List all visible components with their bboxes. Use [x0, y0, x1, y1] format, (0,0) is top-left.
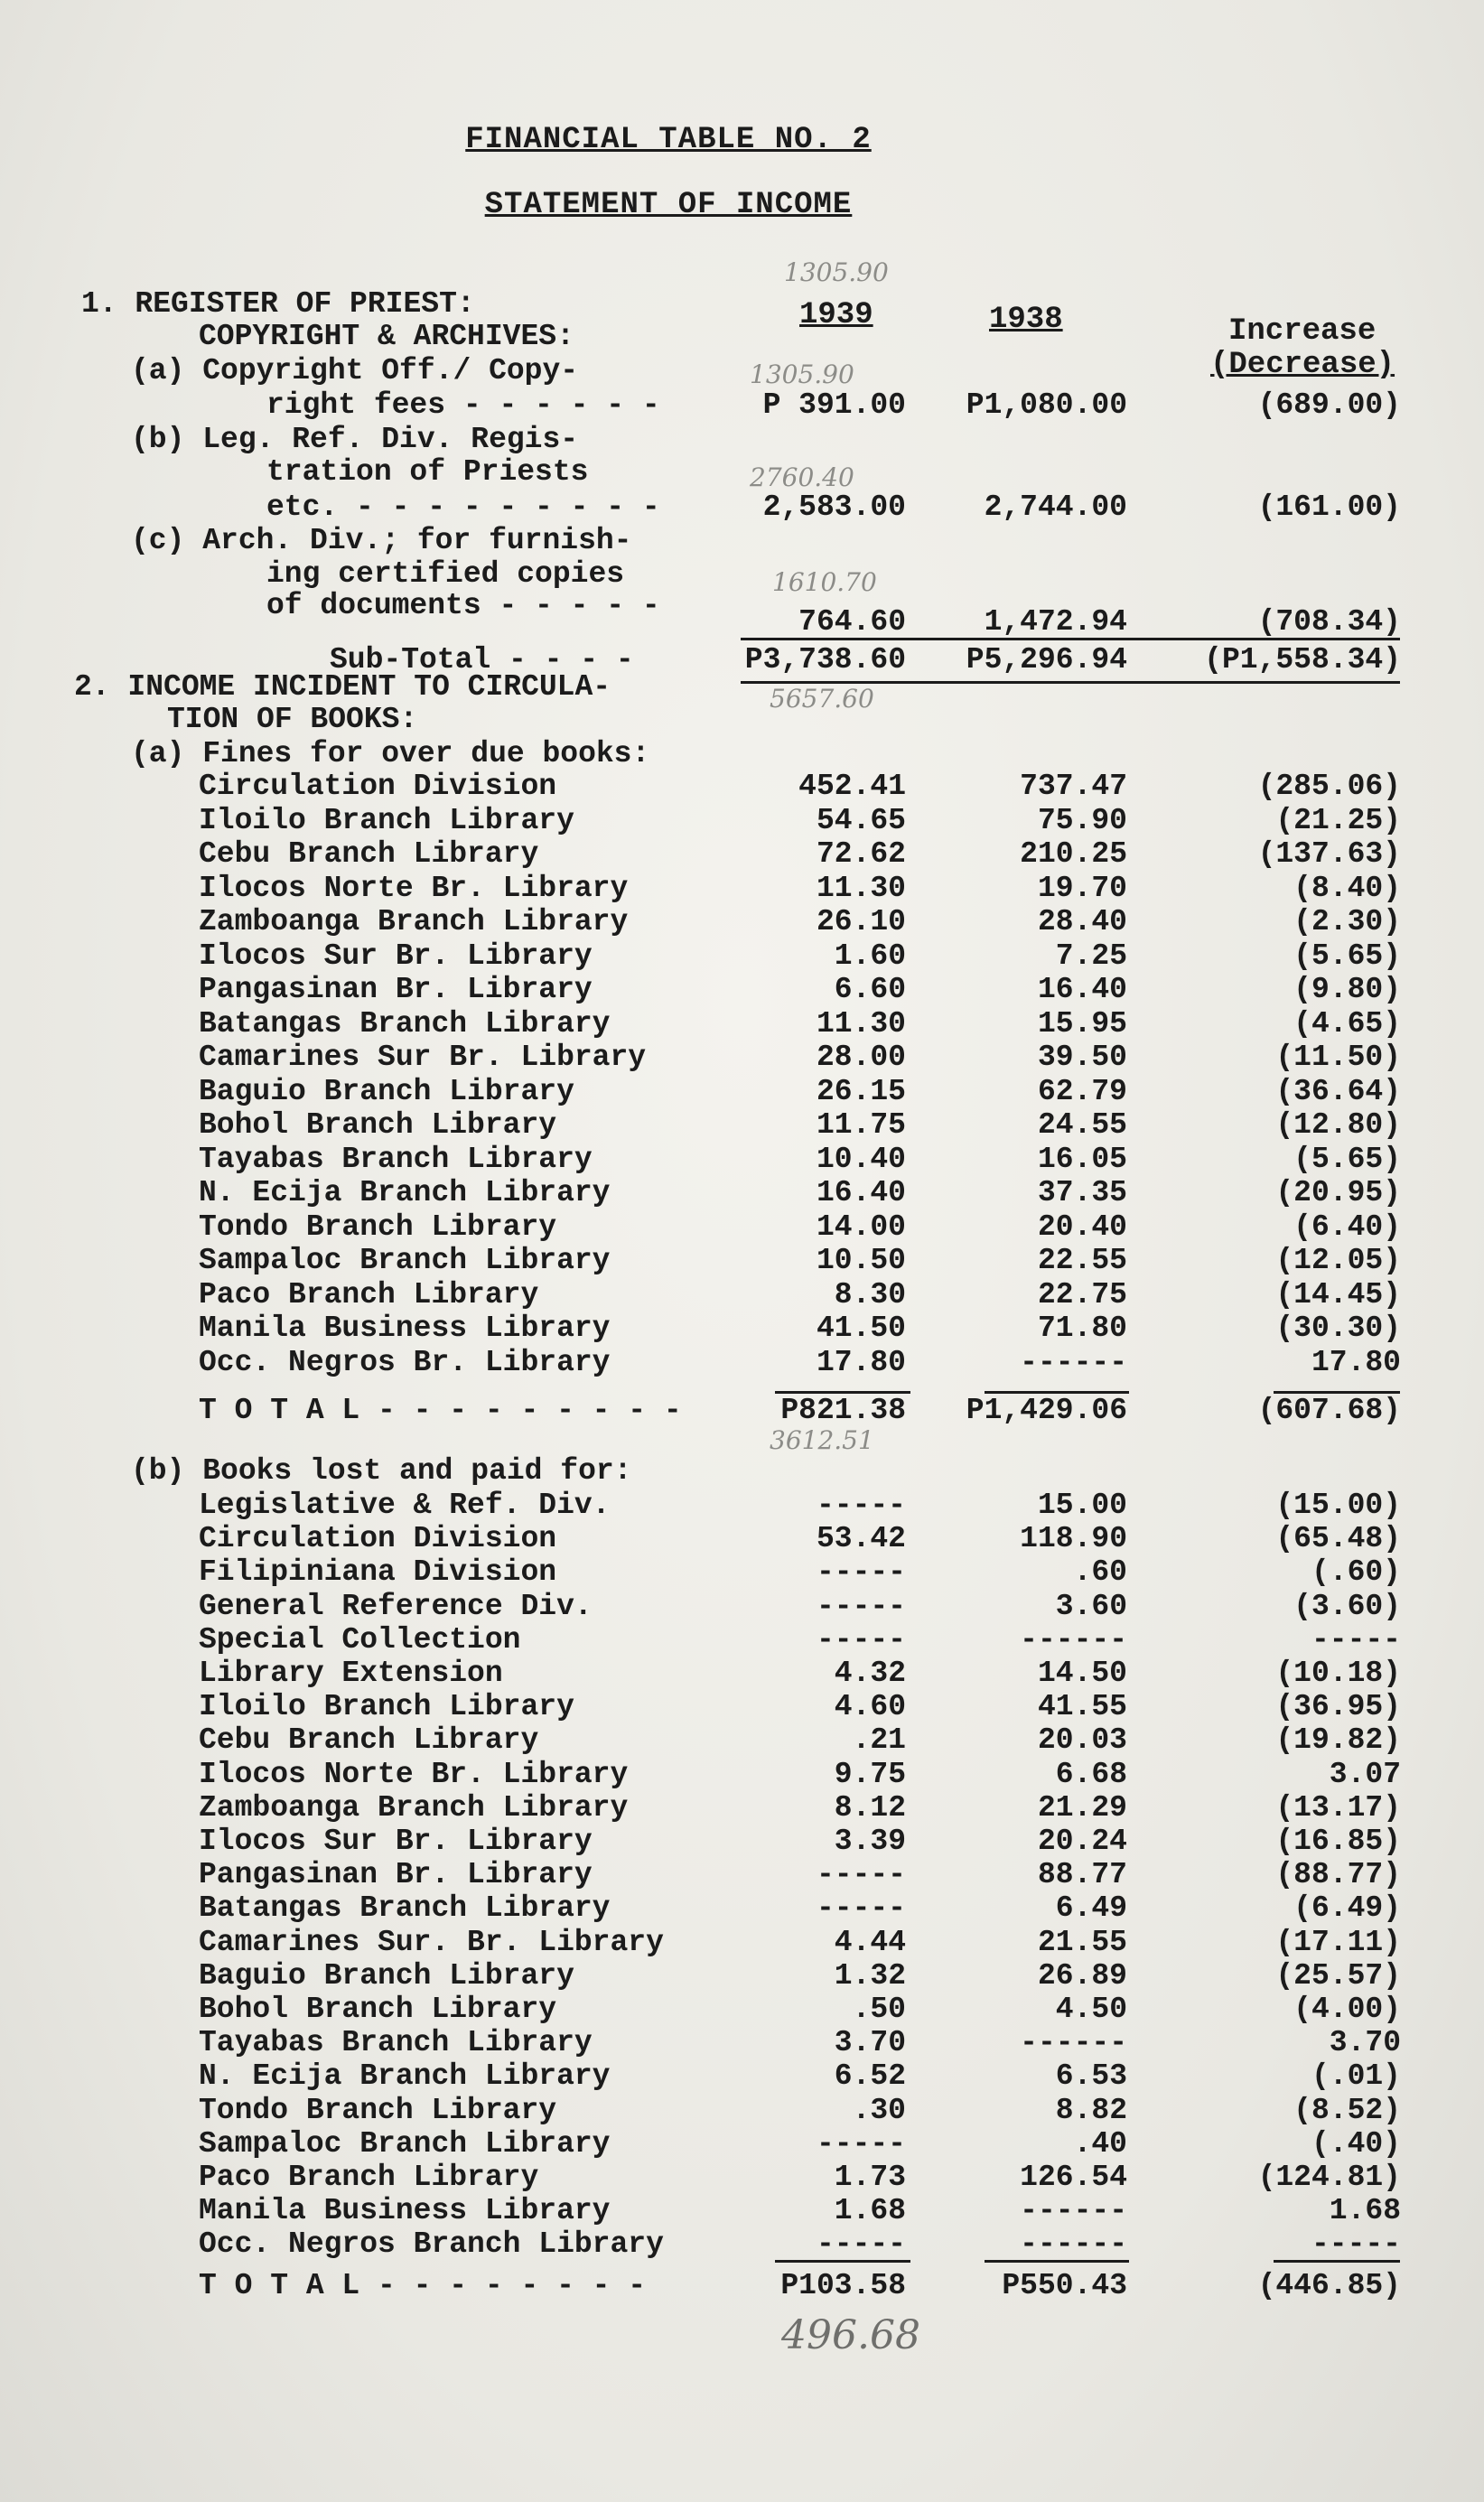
value-increase: 1.68 — [1329, 2194, 1401, 2228]
table-row — [0, 2227, 1484, 2262]
value-1938: ------ — [1020, 2026, 1127, 2060]
value-increase: (36.64) — [1275, 1074, 1401, 1108]
col-header-increase: Increase — [1228, 314, 1377, 349]
value-1938: 22.75 — [1037, 1277, 1127, 1312]
value-1938: 210.25 — [1020, 837, 1127, 871]
value-increase: (19.82) — [1275, 1723, 1401, 1758]
value-1938: 15.95 — [1037, 1006, 1127, 1041]
value-1938: P5,296.94 — [966, 643, 1127, 677]
value-increase: (P1,558.34) — [1204, 643, 1401, 677]
value-increase: (5.65) — [1293, 1142, 1401, 1176]
value-1938: 6.49 — [1055, 1891, 1127, 1926]
table-row — [0, 605, 1484, 640]
row-label: Tondo Branch Library — [199, 2093, 557, 2127]
value-increase: (.01) — [1311, 2059, 1401, 2094]
value-1938: 39.50 — [1037, 1041, 1127, 1074]
table-row — [0, 2026, 1484, 2060]
value-increase: (8.52) — [1293, 2093, 1401, 2127]
value-1939: P821.38 — [780, 1394, 906, 1427]
row-label: Ilocos Norte Br. Library — [199, 871, 629, 905]
fines-total-row — [0, 1394, 1484, 1428]
table-subtitle: STATEMENT OF INCOME — [484, 188, 853, 222]
row-label: ing certified copies — [266, 557, 625, 591]
value-increase: (13.17) — [1275, 1790, 1401, 1825]
value-1938: 6.68 — [1055, 1757, 1127, 1791]
value-increase: (30.30) — [1275, 1312, 1401, 1345]
value-1938: 71.80 — [1037, 1312, 1127, 1345]
value-1939: 1.73 — [834, 2161, 906, 2194]
row-label: Tondo Branch Library — [199, 1209, 557, 1244]
value-1939: P3,738.60 — [744, 643, 906, 677]
value-1938: .40 — [1073, 2126, 1127, 2161]
value-1939: 764.60 — [798, 605, 906, 639]
section-heading: 1. REGISTER OF PRIEST: — [81, 287, 475, 321]
value-1939: P 391.00 — [762, 388, 906, 422]
table-row — [0, 837, 1484, 872]
table-row — [0, 905, 1484, 939]
value-increase: 3.07 — [1329, 1757, 1401, 1791]
value-1938: 20.40 — [1037, 1209, 1127, 1244]
value-1938: 15.00 — [1037, 1489, 1127, 1522]
table-row — [0, 872, 1484, 906]
value-increase: (16.85) — [1275, 1825, 1401, 1858]
pencil-note: 2760.40 — [750, 462, 854, 492]
col-header-1939: 1939 — [799, 298, 873, 332]
value-1939: 28.00 — [816, 1041, 906, 1074]
value-1939: ----- — [816, 1858, 906, 1892]
row-label: Baguio Branch Library — [199, 1074, 574, 1108]
row-label: Library Extension — [199, 1657, 503, 1690]
row-label: Ilocos Sur Br. Library — [199, 1825, 593, 1858]
value-1939: ----- — [816, 1622, 906, 1657]
value-increase: (9.80) — [1293, 973, 1401, 1006]
value-1938: 24.55 — [1037, 1108, 1127, 1142]
table-row — [0, 1758, 1484, 1792]
value-1939: ----- — [816, 2227, 906, 2262]
value-1939: 4.44 — [834, 1925, 906, 1959]
value-1939: 11.75 — [816, 1108, 906, 1142]
value-increase: (21.25) — [1275, 803, 1401, 837]
value-increase: (5.65) — [1293, 938, 1401, 973]
table-row — [0, 1041, 1484, 1075]
value-increase: (689.00) — [1257, 388, 1401, 422]
value-increase: (446.85) — [1257, 2269, 1401, 2302]
value-1939: .30 — [852, 2093, 906, 2127]
row-label: Sub-Total - - - - — [330, 643, 634, 677]
value-1939: 14.00 — [816, 1209, 906, 1244]
value-increase: (65.48) — [1275, 1522, 1401, 1556]
value-1939: 3.70 — [834, 2026, 906, 2060]
value-1938: ------ — [1020, 1345, 1127, 1379]
table-row — [0, 1590, 1484, 1624]
col-header-1938: 1938 — [989, 303, 1063, 337]
value-1939: 11.30 — [816, 1006, 906, 1041]
row-label: Iloilo Branch Library — [199, 1690, 574, 1724]
value-1938: P550.43 — [1002, 2269, 1127, 2302]
value-increase: (137.63) — [1257, 837, 1401, 871]
value-1939: ----- — [816, 1589, 906, 1623]
value-1938: 118.90 — [1020, 1522, 1127, 1556]
value-1938: 21.29 — [1037, 1790, 1127, 1825]
row-label: General Reference Div. — [199, 1589, 593, 1623]
table-row — [0, 1825, 1484, 1859]
value-1939: 11.30 — [816, 871, 906, 905]
row-label: Camarines Sur Br. Library — [199, 1041, 647, 1074]
row-label: Iloilo Branch Library — [199, 803, 574, 837]
value-increase: (2.30) — [1293, 905, 1401, 938]
table-row — [0, 1690, 1484, 1724]
value-increase: (88.77) — [1275, 1858, 1401, 1892]
row-label: Circulation Division — [199, 1522, 557, 1556]
value-1938: 22.55 — [1037, 1244, 1127, 1277]
table-row — [0, 1278, 1484, 1312]
value-1938: ------ — [1020, 2194, 1127, 2228]
value-increase: ----- — [1311, 1622, 1401, 1657]
value-1938: 26.89 — [1037, 1958, 1127, 1993]
table-title: FINANCIAL TABLE NO. 2 — [465, 123, 872, 157]
row-label: Manila Business Library — [199, 2194, 611, 2228]
row-label: Circulation Division — [199, 770, 557, 803]
value-1939: 10.40 — [816, 1142, 906, 1176]
subsection-heading: (b) Books lost and paid for: — [131, 1454, 632, 1488]
value-increase: (25.57) — [1275, 1958, 1401, 1993]
value-1939: 4.60 — [834, 1690, 906, 1724]
value-1939: 26.10 — [816, 905, 906, 938]
value-increase: (17.11) — [1275, 1925, 1401, 1959]
value-1939: 16.40 — [816, 1176, 906, 1209]
pencil-note: 1305.90 — [784, 257, 889, 287]
table-row — [0, 1176, 1484, 1210]
table-row — [0, 2161, 1484, 2195]
pencil-note: 496.68 — [781, 2312, 920, 2358]
row-label: Occ. Negros Br. Library — [199, 1345, 611, 1379]
row-label: Legislative & Ref. Div. — [199, 1489, 611, 1522]
value-1938: ------ — [1020, 2227, 1127, 2262]
table-row — [0, 1891, 1484, 1926]
value-1939: P103.58 — [780, 2269, 906, 2302]
row-label: Zamboanga Branch Library — [199, 1790, 629, 1825]
value-1939: 53.42 — [816, 1522, 906, 1556]
table-row — [0, 2059, 1484, 2094]
value-increase: (.40) — [1311, 2126, 1401, 2161]
value-1939: 452.41 — [798, 770, 906, 803]
value-1939: 1.60 — [834, 938, 906, 973]
value-increase: (15.00) — [1275, 1489, 1401, 1522]
row-label: Pangasinan Br. Library — [199, 1858, 593, 1892]
value-increase: (.60) — [1311, 1555, 1401, 1590]
value-1938: 737.47 — [1020, 770, 1127, 803]
value-1938: 7.25 — [1055, 938, 1127, 973]
row-label: Zamboanga Branch Library — [199, 905, 629, 938]
value-1938: 6.53 — [1055, 2059, 1127, 2094]
value-1938: 14.50 — [1037, 1657, 1127, 1690]
table-row — [0, 1007, 1484, 1041]
table-row — [0, 1143, 1484, 1177]
pencil-note: 1305.90 — [750, 359, 854, 389]
value-1938: 28.40 — [1037, 905, 1127, 938]
row-label: tration of Priests — [266, 455, 589, 489]
value-increase: (36.95) — [1275, 1690, 1401, 1724]
value-1938: 3.60 — [1055, 1589, 1127, 1623]
value-1938: 62.79 — [1037, 1074, 1127, 1108]
value-1939: ----- — [816, 1891, 906, 1926]
row-label: etc. - - - - - - - - - — [266, 490, 660, 524]
table-row — [0, 1858, 1484, 1892]
value-1939: ----- — [816, 2126, 906, 2161]
table-row — [0, 388, 1484, 423]
row-label: Batangas Branch Library — [199, 1891, 611, 1926]
row-label: Tayabas Branch Library — [199, 1142, 593, 1176]
table-row — [0, 1075, 1484, 1109]
value-increase: (14.45) — [1275, 1277, 1401, 1312]
value-1939: 6.52 — [834, 2059, 906, 2094]
value-1938: .60 — [1073, 1555, 1127, 1590]
table-row — [0, 490, 1484, 525]
value-1938: 20.03 — [1037, 1723, 1127, 1758]
table-row — [0, 2127, 1484, 2161]
pencil-note: 3612.51 — [770, 1425, 874, 1455]
value-1939: 3.39 — [834, 1825, 906, 1858]
value-1939: 6.60 — [834, 973, 906, 1006]
table-row — [0, 939, 1484, 974]
value-1939: 4.32 — [834, 1657, 906, 1690]
value-increase: (10.18) — [1275, 1657, 1401, 1690]
table-row — [0, 1623, 1484, 1657]
value-increase: (6.49) — [1293, 1891, 1401, 1926]
row-label: Special Collection — [199, 1622, 521, 1657]
value-increase: (708.34) — [1257, 605, 1401, 639]
value-1938: 4.50 — [1055, 1993, 1127, 2026]
col-header-decrease: (Decrease) — [1210, 348, 1395, 382]
row-label: N. Ecija Branch Library — [199, 1176, 611, 1209]
row-label: N. Ecija Branch Library — [199, 2059, 611, 2094]
section-heading: TION OF BOOKS: — [167, 703, 418, 736]
value-1938: 1,472.94 — [984, 605, 1127, 639]
row-label: (b) Leg. Ref. Div. Regis- — [131, 423, 579, 456]
value-1938: 8.82 — [1055, 2093, 1127, 2127]
row-label: Bohol Branch Library — [199, 1108, 557, 1142]
row-label: T O T A L - - - - - - - - - — [199, 1394, 682, 1427]
subsection-heading: (a) Fines for over due books: — [131, 737, 650, 770]
total-rule — [985, 2260, 1129, 2263]
value-1938: 2,744.00 — [984, 490, 1127, 524]
table-row — [0, 1346, 1484, 1380]
value-1939: 17.80 — [816, 1345, 906, 1379]
table-row — [0, 1791, 1484, 1825]
value-1938: 16.40 — [1037, 973, 1127, 1006]
row-label: Occ. Negros Branch Library — [199, 2227, 664, 2262]
table-row — [0, 1926, 1484, 1960]
value-increase: (4.65) — [1293, 1006, 1401, 1041]
row-label: Ilocos Norte Br. Library — [199, 1757, 629, 1791]
section-heading: COPYRIGHT & ARCHIVES: — [199, 320, 574, 353]
value-1938: 20.24 — [1037, 1825, 1127, 1858]
table-row — [0, 1489, 1484, 1523]
row-label: of documents - - - - - — [266, 589, 660, 622]
value-1938: 21.55 — [1037, 1925, 1127, 1959]
row-label: (a) Copyright Off./ Copy- — [131, 354, 579, 387]
table-row — [0, 1108, 1484, 1143]
table-row — [0, 1522, 1484, 1556]
total-rule — [1274, 2260, 1400, 2263]
row-label: Batangas Branch Library — [199, 1006, 611, 1041]
value-increase: (124.81) — [1257, 2161, 1401, 2194]
value-1939: .21 — [852, 1723, 906, 1758]
value-1939: 8.30 — [834, 1277, 906, 1312]
value-increase: (285.06) — [1257, 770, 1401, 803]
value-1939: 8.12 — [834, 1790, 906, 1825]
pencil-note: 1610.70 — [772, 567, 877, 597]
row-label: Tayabas Branch Library — [199, 2026, 593, 2060]
value-increase: (12.05) — [1275, 1244, 1401, 1277]
value-1938: 19.70 — [1037, 871, 1127, 905]
section-heading: 2. INCOME INCIDENT TO CIRCULA- — [74, 670, 611, 704]
value-1938: P1,429.06 — [966, 1394, 1127, 1427]
table-row — [0, 1959, 1484, 1993]
pencil-note: 5657.60 — [770, 684, 874, 714]
value-increase: (4.00) — [1293, 1993, 1401, 2026]
table-row — [0, 1312, 1484, 1346]
value-increase: (8.40) — [1293, 871, 1401, 905]
value-1939: 9.75 — [834, 1757, 906, 1791]
table-row — [0, 1993, 1484, 2027]
row-label: T O T A L - - - - - - - - — [199, 2269, 647, 2302]
value-1939: 72.62 — [816, 837, 906, 871]
lost-total-row — [0, 2269, 1484, 2303]
table-row — [0, 1723, 1484, 1758]
row-label: Pangasinan Br. Library — [199, 973, 593, 1006]
row-label: Baguio Branch Library — [199, 1958, 574, 1993]
table-row — [0, 973, 1484, 1007]
value-1938: 37.35 — [1037, 1176, 1127, 1209]
row-label: Cebu Branch Library — [199, 1723, 539, 1758]
table-row — [0, 1657, 1484, 1691]
value-1938: 41.55 — [1037, 1690, 1127, 1724]
subtotal-rule — [741, 638, 1400, 640]
value-1938: 75.90 — [1037, 803, 1127, 837]
value-1939: 1.68 — [834, 2194, 906, 2228]
table-row — [0, 804, 1484, 838]
table-row — [0, 1555, 1484, 1590]
value-increase: 3.70 — [1329, 2026, 1401, 2060]
value-1939: .50 — [852, 1993, 906, 2026]
row-label: Paco Branch Library — [199, 1277, 539, 1312]
value-increase: (11.50) — [1275, 1041, 1401, 1074]
value-1938: ------ — [1020, 1622, 1127, 1657]
value-increase: ----- — [1311, 2227, 1401, 2262]
row-label: Cebu Branch Library — [199, 837, 539, 871]
value-increase: (3.60) — [1293, 1589, 1401, 1623]
value-increase: (607.68) — [1257, 1394, 1401, 1427]
row-label: (c) Arch. Div.; for furnish- — [131, 524, 632, 557]
value-1938: 16.05 — [1037, 1142, 1127, 1176]
row-label: Sampaloc Branch Library — [199, 2126, 611, 2161]
table-row — [0, 2194, 1484, 2228]
value-increase: (20.95) — [1275, 1176, 1401, 1209]
value-1938: 126.54 — [1020, 2161, 1127, 2194]
total-rule — [775, 2260, 910, 2263]
value-increase: (6.40) — [1293, 1209, 1401, 1244]
row-label: Sampaloc Branch Library — [199, 1244, 611, 1277]
value-1939: 41.50 — [816, 1312, 906, 1345]
row-label: Ilocos Sur Br. Library — [199, 938, 593, 973]
value-1939: 54.65 — [816, 803, 906, 837]
value-1939: 26.15 — [816, 1074, 906, 1108]
table-row — [0, 1244, 1484, 1278]
value-1939: 2,583.00 — [762, 490, 906, 524]
value-1938: P1,080.00 — [966, 388, 1127, 422]
value-increase: (161.00) — [1257, 490, 1401, 524]
row-label: Filipiniana Division — [199, 1555, 557, 1590]
row-label: Camarines Sur. Br. Library — [199, 1925, 664, 1959]
value-1938: 88.77 — [1037, 1858, 1127, 1892]
row-label: Manila Business Library — [199, 1312, 611, 1345]
value-1939: 10.50 — [816, 1244, 906, 1277]
value-increase: (12.80) — [1275, 1108, 1401, 1142]
value-increase: 17.80 — [1311, 1345, 1401, 1379]
table-row — [0, 770, 1484, 804]
table-row — [0, 2094, 1484, 2128]
table-row — [0, 1210, 1484, 1245]
row-label: Paco Branch Library — [199, 2161, 539, 2194]
row-label: Bohol Branch Library — [199, 1993, 557, 2026]
value-1939: 1.32 — [834, 1958, 906, 1993]
row-label: right fees - - - - - - — [266, 388, 660, 422]
value-1939: ----- — [816, 1555, 906, 1590]
value-1939: ----- — [816, 1489, 906, 1522]
